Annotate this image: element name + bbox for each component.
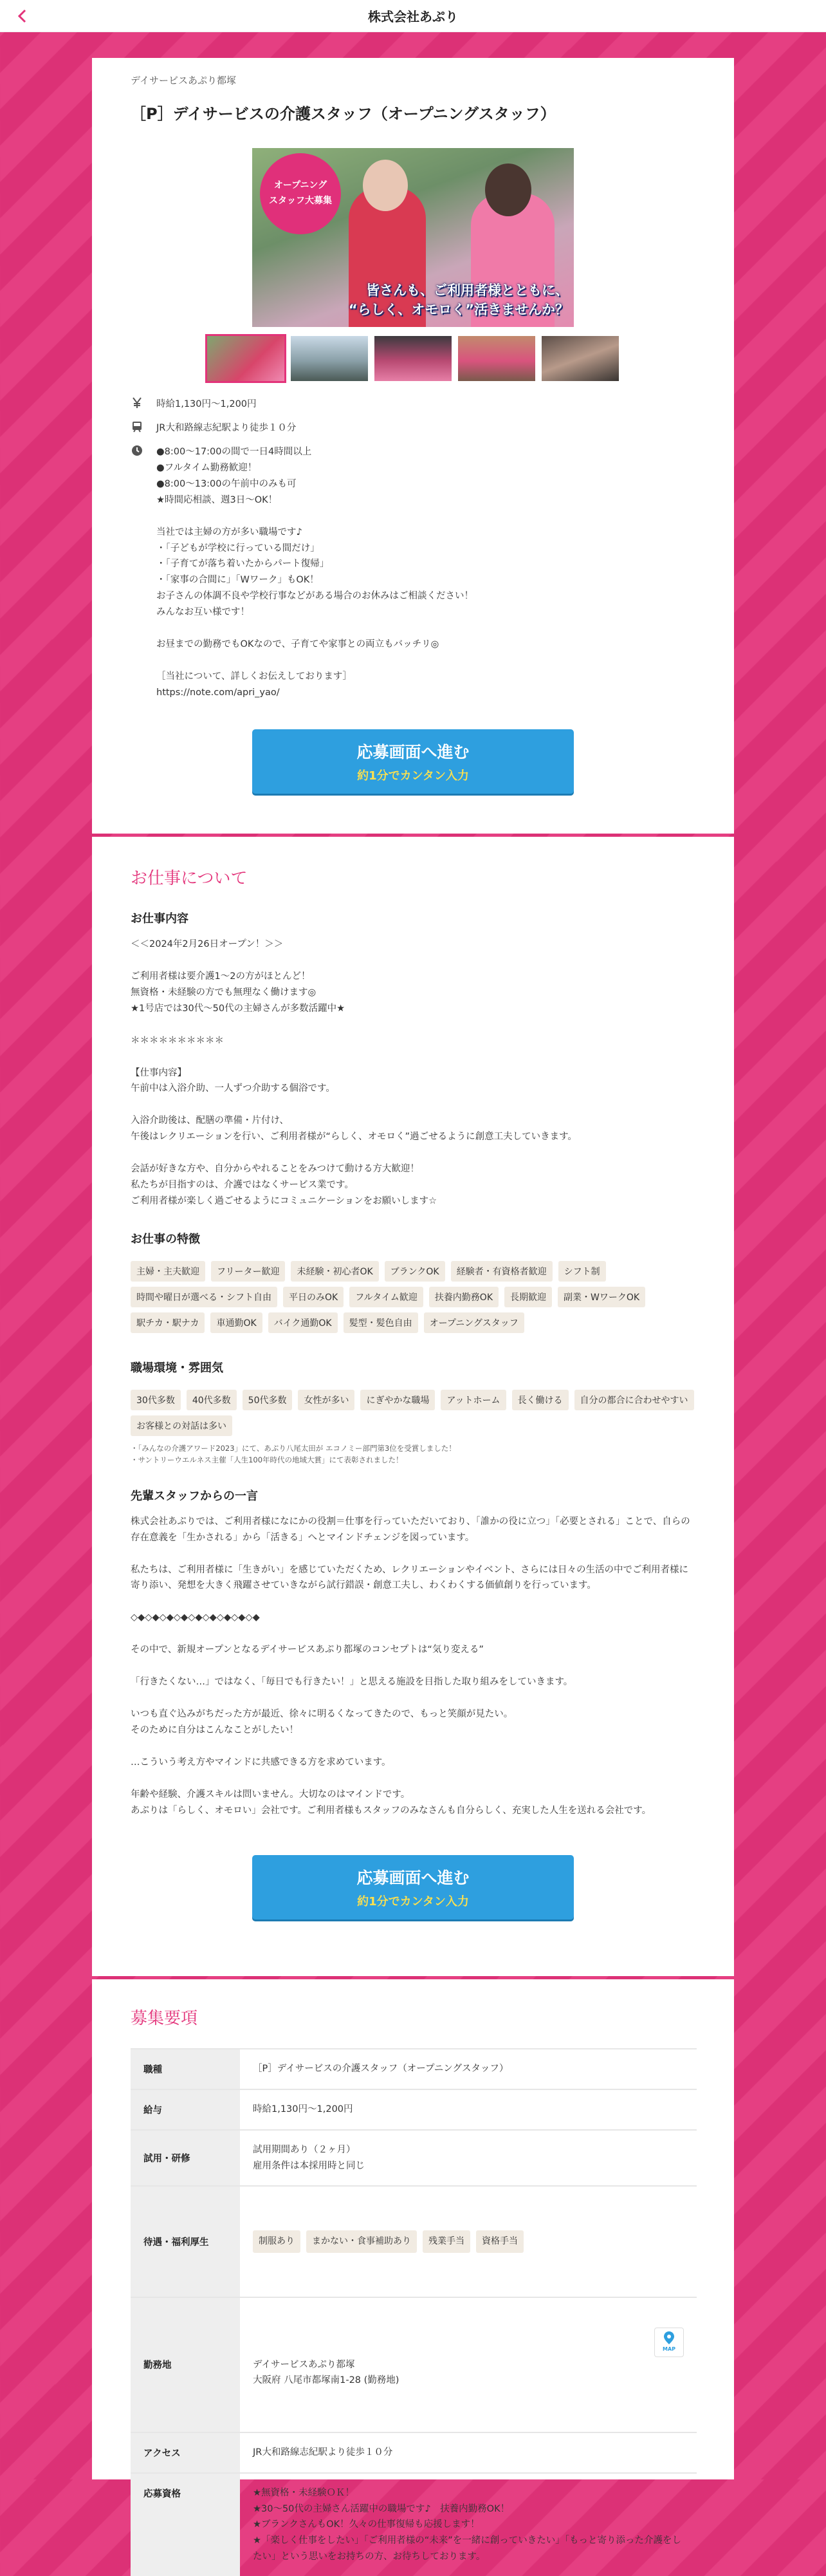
map-button-label: MAP xyxy=(662,2346,675,2353)
req-row-qualifications xyxy=(131,2473,697,2576)
req-row-job-type xyxy=(131,2049,697,2089)
staff-voice-text: 株式会社あぷりでは、ご利用者様になにかの役割＝仕事を行っていただいており、「誰かの役に立つ」「必要とされる」ことで、自らの存在意義を「生かされる」から「活きる」へとマインドチェンジを図っています。 私たちは、ご利用者様に「生きがい」を感じていただくため、レクリエーションやイベント、さらには日々の生活の中でご利用者様に寄り添い、発想を大きく飛躍させていきながら試行錯誤・創意工夫し、わくわくする価値創りを行っています。 ◇◆◇◆◇◆◇◆◇◆◇◆◇◆◇◆◇◆ その中で、新規オープンとなるデイサービスあぷり都塚のコンセプトは“気り変える” 「行きたくない…」ではなく、「毎日でも行きたい！」と思える施設を目指した取り組みをしていきます。 いつも直ぐ込みがちだった方が最近、徐々に明るくなってきたので、もっと笑顔が見たい。 そのために自分はこんなことがしたい！ …こういう考え方やマインドに共感できる方を求めています。 年齢や経験、介護スキルは問いません。大切なのはマインドです。 あぷりは「らしく、オモロい」会社です。ご利用者様もスタッフのみなさんも自分らしく、充実した人生を送れる会社です。 xyxy=(131,1516,690,1816)
feature-tag: 平日のみOK xyxy=(283,1287,344,1307)
feature-tag: 髪型・髪色自由 xyxy=(344,1312,418,1333)
req-value: ［P］デイサービスの介護スタッフ（オープニングスタッフ） xyxy=(240,2049,697,2089)
req-label: 待遇・福利厚生 xyxy=(131,2186,240,2297)
hours-text: ●8:00～17:00の間で一日4時間以上 ●フルタイム勤務歓迎！ ●8:00～13:00の午前中のみも可 ★時間応相談、週3日～OK！ 当社では主婦の方が多い職場です♪ ・「子どもが学校に行っている間だけ」 ・「子育てが落ち着いたからパート復帰」 ・「家事の合間に」「Wワーク」もOK！ お子さんの体調不良や学校行事などがある場合のお休みはご相談ください！ みんなお互い様です！ お昼までの勤務でもOKなので、子育てや家事との両立もバッチリ◎ ［当社について、詳しくお伝えしております］ https://note.com/apri_yao/ xyxy=(156,446,473,698)
about-job-card xyxy=(92,837,734,1976)
job-title: ［P］デイサービスの介護スタッフ（オープニングスタッフ） xyxy=(131,105,556,123)
req-value: JR大和路線志紀駅より徒歩１０分 xyxy=(240,2432,697,2473)
hero-image xyxy=(252,148,574,327)
thumbnail-2[interactable] xyxy=(291,336,368,381)
hero-caption-line-1: 皆さんも、ご利用者様とともに、 xyxy=(366,283,569,299)
req-row-location xyxy=(131,2297,697,2432)
clock-icon xyxy=(131,444,156,457)
award-note-2: ・サントリーウエルネス主催「人生100年時代の地域大賞」にて表彰されました！ xyxy=(131,1455,403,1465)
hours-row xyxy=(131,444,695,701)
req-value: 時給1,130円～1,200円 xyxy=(240,2089,697,2130)
feature-tag: 時間や曜日が選べる・シフト自由 xyxy=(131,1287,277,1307)
feature-tag: ブランクOK xyxy=(385,1261,445,1282)
hero-person-head xyxy=(363,160,408,211)
environment-tag: 30代多数 xyxy=(131,1390,181,1410)
award-notes xyxy=(131,1442,695,1466)
req-row-access xyxy=(131,2432,697,2473)
benefit-tag: 制服あり xyxy=(253,2230,300,2254)
apply-button-label: 応募画面へ進む xyxy=(356,742,470,761)
apply-wrap-2 xyxy=(131,1855,695,1919)
environment-tag-list xyxy=(131,1390,695,1436)
feature-tag: 駅チカ・駅ナカ xyxy=(131,1312,205,1333)
top-bar xyxy=(0,0,826,32)
feature-tag: 長期歓迎 xyxy=(504,1287,552,1307)
requirements-card xyxy=(92,1979,734,2562)
req-label: 職種 xyxy=(131,2049,240,2089)
access-text: JR大和路線志紀駅より徒歩１０分 xyxy=(156,422,297,433)
feature-tag: フルタイム歓迎 xyxy=(349,1287,423,1307)
requirements-heading: 募集要項 xyxy=(131,2009,198,2028)
environment-tag: にぎやかな職場 xyxy=(360,1390,435,1410)
features-heading: お仕事の特徴 xyxy=(131,1232,200,1246)
staff-voice-heading: 先輩スタッフからの一言 xyxy=(131,1489,258,1503)
feature-tag: オープニングスタッフ xyxy=(424,1312,524,1333)
thumbnail-4[interactable] xyxy=(458,336,535,381)
yen-icon xyxy=(131,397,156,409)
environment-heading: 職場環境・雰囲気 xyxy=(131,1361,223,1375)
about-heading: お仕事について xyxy=(131,869,248,888)
features-tag-list xyxy=(131,1261,695,1333)
feature-tag: 車通勤OK xyxy=(210,1312,262,1333)
feature-tag: 主婦・主夫歓迎 xyxy=(131,1261,205,1282)
thumbnail-strip xyxy=(131,336,695,381)
req-label: アクセス xyxy=(131,2432,240,2473)
apply-button-sublabel: 約1分でカンタン入力 xyxy=(357,769,469,783)
hero-badge-line-2: スタッフ大募集 xyxy=(269,196,332,206)
back-arrow-icon[interactable] xyxy=(12,5,33,27)
req-value xyxy=(240,2297,697,2432)
benefit-tag: 資格手当 xyxy=(476,2230,524,2254)
requirements-table xyxy=(131,2048,697,2576)
job-content-text: ＜＜2024年2月26日オープン！＞＞ ご利用者様は要介護1～2の方がほとんど！ 無資格・未経験の方でも無理なく働けます◎ ★1号店では30代～50代の主婦さんが多数活躍中★ ＊＊＊＊＊＊＊＊＊＊ 【仕事内容】 午前中は入浴介助、一人ずつ介助する個浴です。 入浴介助後は、配膳の準備・片付け、 午後はレクリエーションを行い、ご利用者様が“らしく、オモロく”過ごせるように創意工夫していきます。 会話が好きな方や、自分からやれることをみつけて動ける方大歓迎！ 私たちが目指すのは、介護ではなくサービス業です。 ご利用者様が楽しく過ごせるようにコミュニケーションをお願いします☆ xyxy=(131,939,577,1206)
req-row-salary xyxy=(131,2089,697,2130)
hero-caption xyxy=(291,281,569,319)
req-label: 勤務地 xyxy=(131,2297,240,2432)
location-text: デイサービスあぷり都塚 大阪府 八尾市都塚南1-28 (勤務地) xyxy=(253,2359,399,2386)
apply-wrap-1 xyxy=(131,729,695,794)
environment-tag: 長く働ける xyxy=(512,1390,569,1410)
feature-tag: 副業・WワークOK xyxy=(558,1287,645,1307)
req-label: 応募資格 xyxy=(131,2473,240,2576)
feature-tag: 未経験・初心者OK xyxy=(291,1261,378,1282)
req-value: ★無資格・未経験ＯＫ！ ★30～50代の主婦さん活躍中の職場です♪ 扶養内勤務OK！ ★ブランクさんもOK！久々の仕事復帰も応援します！ ★「楽しく仕事をしたい」「ご利用者様の“未来”を一緒に創っていきたい」「もっと寄り添った介護をしたい」という思いをお持ちの方、お待ちしております。 xyxy=(240,2473,697,2576)
header-title: 株式会社あぷり xyxy=(368,9,458,24)
feature-tag: バイク通勤OK xyxy=(268,1312,338,1333)
job-summary-card xyxy=(92,58,734,834)
apply-button-2-label: 応募画面へ進む xyxy=(356,1868,470,1887)
award-note-1: ・「みんなの介護アワード2023」にて、あぷり八尾太田が エコノミー部門第3位を受賞しました！ xyxy=(131,1443,456,1453)
feature-tag: フリーター歓迎 xyxy=(211,1261,285,1282)
hero-caption-line-2: “らしく、オモロく”活きませんか？ xyxy=(348,301,569,317)
job-info xyxy=(131,397,695,701)
feature-tag: シフト制 xyxy=(558,1261,606,1282)
hero-staff-head xyxy=(485,163,531,216)
salary-row xyxy=(131,397,695,413)
apply-button-2-sublabel: 約1分でカンタン入力 xyxy=(357,1894,469,1909)
benefit-tag: まかない・食事補助あり xyxy=(306,2230,417,2254)
job-content-heading: お仕事内容 xyxy=(131,912,188,926)
salary-text: 時給1,130円～1,200円 xyxy=(156,399,257,409)
feature-tag: 扶養内勤務OK xyxy=(429,1287,499,1307)
req-row-trial xyxy=(131,2130,697,2186)
environment-tag: 女性が多い xyxy=(298,1390,354,1410)
environment-tag: 40代多数 xyxy=(187,1390,237,1410)
req-value: 試用期間あり（２ヶ月） 雇用条件は本採用時と同じ xyxy=(240,2130,697,2186)
hero-badge-line-1: オープニング xyxy=(273,180,327,191)
feature-tag: 経験者・有資格者歓迎 xyxy=(451,1261,553,1282)
environment-tag: アットホーム xyxy=(441,1390,506,1410)
thumbnail-3[interactable] xyxy=(374,336,452,381)
apply-button[interactable] xyxy=(252,729,574,794)
thumbnail-5[interactable] xyxy=(542,336,619,381)
train-icon xyxy=(131,420,156,433)
benefit-tag-list xyxy=(253,2230,684,2254)
req-label: 給与 xyxy=(131,2089,240,2130)
map-pin-icon xyxy=(663,2331,675,2345)
map-button[interactable] xyxy=(654,2328,684,2357)
apply-button-2[interactable] xyxy=(252,1855,574,1919)
hero-badge xyxy=(260,153,341,234)
environment-tag: 自分の都合に合わせやすい xyxy=(574,1390,694,1410)
req-label: 試用・研修 xyxy=(131,2130,240,2186)
req-value xyxy=(240,2186,697,2297)
company-name: デイサービスあぷり都塚 xyxy=(131,75,236,86)
benefit-tag: 残業手当 xyxy=(423,2230,470,2254)
req-row-benefits xyxy=(131,2186,697,2297)
environment-tag: お客様との対話は多い xyxy=(131,1415,232,1436)
access-row xyxy=(131,420,695,436)
environment-tag: 50代多数 xyxy=(243,1390,293,1410)
thumbnail-1[interactable] xyxy=(207,336,284,381)
